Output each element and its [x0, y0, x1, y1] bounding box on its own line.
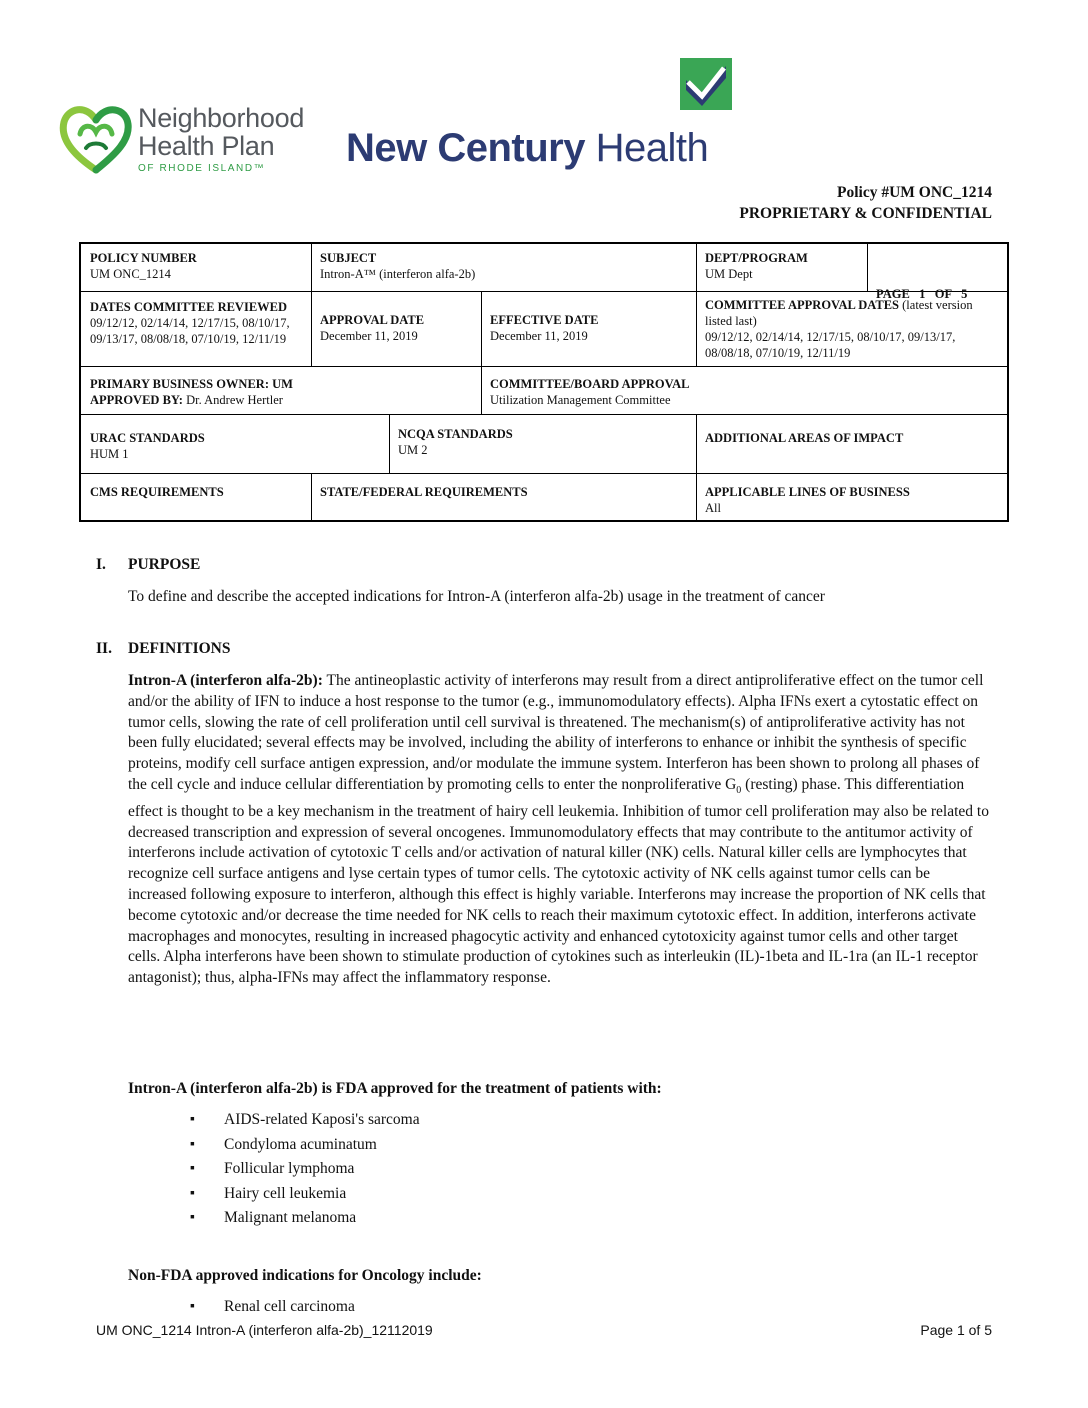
- list-item: ▪ AIDS-related Kaposi's sarcoma: [190, 1108, 420, 1133]
- purpose-text: To define and describe the accepted indications for Intron-A (interferon alfa-2b) usage in the treatment of cancer: [128, 588, 825, 605]
- effective-date-label: EFFECTIVE DATE: [490, 313, 599, 327]
- definition-text-part2: (resting) phase. This differentiation effect is thought to be a key mechanism in the treatment of hairy cell leukemia. Inhibition of tumor cell proliferation may also be related to decreased transcription and expression of several oncogenes. Immunomodulatory effects that may contribute to the antitumor activity of interferons include activation of cytotoxic T cells and/or activation of natural killer (NK) cells. Natural killer cells are lymphocytes that recognize cell surface antigens and lyse certain types of tumor cells. The cytotoxic activity of NK cells against tumor cells can be increased following exposure to interferon, although this effect is highly variable. Interferons may increase the proportion of NK cells that become cytotoxic and/or decrease the time needed for NK cells to reach their maximum cytotoxic effect. In addition, interferons activate macrophages and monocytes, resulting in increased phagocytic activity and enhanced cytotoxicity against tumor cells and other target cells. Alpha interferons have been shown to stimulate production of cytokines such as interleukin (IL)-1beta and IL-1ra (an IL-1 receptor antagonist); thus, alpha-IFNs may affect the inflammatory response.: [128, 775, 989, 987]
- policy-number-cell: [81, 244, 311, 288]
- definitions-title: DEFINITIONS: [128, 640, 231, 657]
- ncqa-label: NCQA STANDARDS: [398, 427, 513, 441]
- nch-logo-bold: New Century: [346, 126, 585, 170]
- nch-logo-light: Health: [595, 126, 709, 170]
- definition-text-part1: The antineoplastic activity of interferons may result from a direct antiproliferative effect on the tumor cell and/or the ability of IFN to induce a host response to the tumor (e.g., immunomodulatory effects). Alpha IFNs exert a cytostatic effect on tumor cells, slowing the rate of cell proliferation until cell survival is threatened. The mechanism(s) of antiproliferative activity has not been fully elucidated; several effects may be involved, including the ability of interferons to enhance or inhibit the synthesis of specific proteins, modify cell surface antigen expression, and/or modulate the immune system. Interferon has been shown to prolong all phases of the cell cycle and induce cellular differentiation by promoting cells to enter the nonproliferative G: [128, 672, 984, 793]
- list-item: ▪ Condyloma acuminatum: [190, 1133, 420, 1158]
- list-item: ▪ Malignant melanoma: [190, 1206, 420, 1231]
- policy-number-value: UM ONC_1214: [90, 267, 171, 281]
- effective-date-cell: [481, 306, 696, 350]
- fda-approved-list: [190, 1108, 420, 1231]
- list-item: ▪ Renal cell carcinoma: [190, 1295, 355, 1320]
- approval-date-value: December 11, 2019: [320, 329, 418, 343]
- subject-value: Intron-A™ (interferon alfa-2b): [320, 267, 476, 281]
- state-federal-cell: [311, 478, 696, 506]
- dates-reviewed-label: DATES COMMITTEE REVIEWED: [90, 300, 288, 314]
- committee-board-value: Utilization Management Committee: [490, 393, 671, 407]
- fda-approved-heading: Intron-A (interferon alfa-2b) is FDA approved for the treatment of patients with:: [128, 1080, 662, 1097]
- policy-number-label: POLICY NUMBER: [90, 251, 197, 265]
- cms-cell: [81, 478, 311, 506]
- approval-date-label: APPROVAL DATE: [320, 313, 425, 327]
- purpose-title: PURPOSE: [128, 556, 201, 573]
- cms-label: CMS REQUIREMENTS: [90, 485, 224, 499]
- committee-approval-dates-cell: [696, 291, 1007, 367]
- policy-info-table: [79, 242, 1009, 522]
- committee-board-cell: [481, 370, 1007, 414]
- footer-page-number: Page 1 of 5: [920, 1322, 992, 1338]
- new-century-health-logo: [346, 56, 746, 171]
- additional-areas-label: ADDITIONAL AREAS OF IMPACT: [705, 431, 904, 445]
- dept-label: DEPT/PROGRAM: [705, 251, 808, 265]
- urac-cell: [81, 424, 389, 468]
- business-owner-cell: [81, 370, 481, 414]
- list-item: ▪ Follicular lymphoma: [190, 1157, 420, 1182]
- lines-of-business-label: APPLICABLE LINES OF BUSINESS: [705, 485, 910, 499]
- definitions-paragraph: [128, 671, 992, 989]
- definitions-heading: [96, 640, 231, 658]
- nhp-logo-line3: OF RHODE ISLAND™: [138, 163, 266, 174]
- additional-areas-cell: [696, 424, 1007, 452]
- list-item: ▪ Hairy cell leukemia: [190, 1182, 420, 1207]
- committee-board-label: COMMITTEE/BOARD APPROVAL: [490, 377, 690, 391]
- lines-of-business-cell: [696, 478, 1007, 522]
- subject-label: SUBJECT: [320, 251, 377, 265]
- committee-approval-dates-label: COMMITTEE APPROVAL DATES: [705, 298, 900, 312]
- dept-cell: [696, 244, 867, 288]
- definition-term: Intron-A (interferon alfa-2b):: [128, 672, 323, 689]
- page-count-label: PAGE 1 OF 5: [876, 287, 968, 301]
- urac-label: URAC STANDARDS: [90, 431, 205, 445]
- purpose-heading: [96, 556, 200, 574]
- state-federal-label: STATE/FEDERAL REQUIREMENTS: [320, 485, 528, 499]
- purpose-number: I.: [96, 556, 106, 573]
- policy-header: [739, 182, 992, 224]
- non-fda-heading: Non-FDA approved indications for Oncology include:: [128, 1267, 482, 1284]
- ncqa-value: UM 2: [398, 443, 428, 457]
- dates-reviewed-value: 09/12/12, 02/14/14, 12/17/15, 08/10/17, 09/13/17, 08/08/18, 07/10/19, 12/11/19: [90, 316, 290, 346]
- nhp-heart-swirl-icon: [56, 98, 136, 178]
- approval-date-cell: [311, 306, 481, 350]
- nhp-logo-line2: Health Plan: [138, 131, 275, 161]
- definition-subscript: 0: [736, 785, 742, 797]
- lines-of-business-value: All: [705, 501, 721, 515]
- approved-by-label: APPROVED BY:: [90, 393, 183, 407]
- subject-cell: [311, 244, 696, 288]
- checkmark-box-icon: [678, 56, 734, 112]
- approved-by-value: Dr. Andrew Hertler: [182, 393, 283, 407]
- dates-reviewed-cell: [81, 293, 311, 353]
- business-owner-label: PRIMARY BUSINESS OWNER: UM: [90, 377, 293, 391]
- policy-number-line: Policy #UM ONC_1214: [837, 184, 992, 201]
- committee-approval-dates-note: (latest version listed last): [705, 298, 973, 328]
- nhp-logo-line1: Neighborhood: [138, 103, 305, 133]
- neighborhood-health-plan-logo: [56, 98, 326, 178]
- committee-approval-dates-value: 09/12/12, 02/14/14, 12/17/15, 08/10/17, 09/13/17, 08/08/18, 07/10/19, 12/11/19: [705, 330, 956, 360]
- footer-document-id: UM ONC_1214 Intron-A (interferon alfa-2b)_12112019: [96, 1322, 433, 1338]
- effective-date-value: December 11, 2019: [490, 329, 588, 343]
- non-fda-list: [190, 1295, 355, 1320]
- ncqa-cell: [389, 420, 696, 464]
- dept-value: UM Dept: [705, 267, 753, 281]
- definitions-number: II.: [96, 640, 112, 657]
- urac-value: HUM 1: [90, 447, 129, 461]
- confidentiality-line: PROPRIETARY & CONFIDENTIAL: [739, 205, 992, 222]
